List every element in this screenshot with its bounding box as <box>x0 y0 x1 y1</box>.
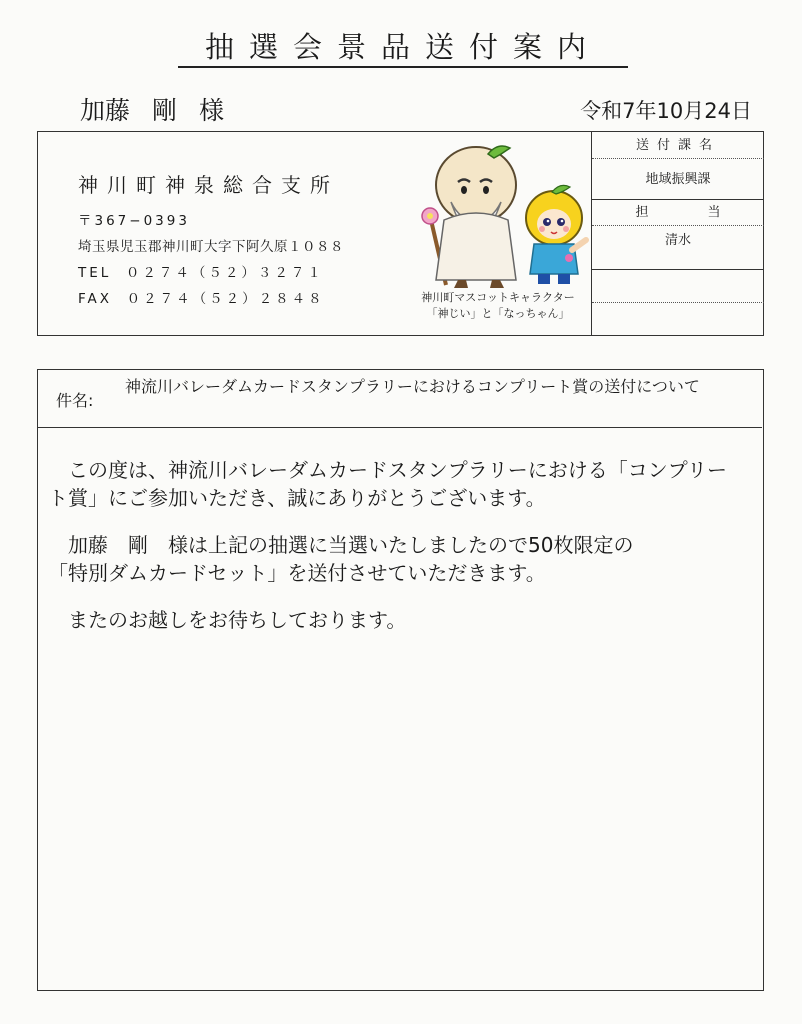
body-paragraph-2-line1: 加藤 剛 様は上記の抽選に当選いたしましたので50枚限定の <box>68 533 634 557</box>
sender-block <box>78 169 344 312</box>
sender-fax <box>78 286 344 312</box>
tel-number: ０２７４（５２）３２７１ <box>125 265 324 281</box>
body-paragraph-2 <box>48 531 738 587</box>
mascot-caption-line2: 「神じい」と「なっちゃん」 <box>426 307 570 320</box>
mascot-caption <box>378 290 618 322</box>
subject-row <box>38 370 762 428</box>
sender-postal: 〒367−0393 <box>78 213 190 229</box>
person-header-char2: 当 <box>707 205 721 220</box>
recipient-last-name: 加藤 <box>80 96 131 125</box>
sender-address: 埼玉県児玉郡神川町大字下阿久原１０８８ <box>78 239 344 255</box>
sender-org: 神川町神泉総合支所 <box>78 173 339 197</box>
recipient-honorific: 様 <box>199 96 225 125</box>
document-title: 抽選会景品送付案内 <box>178 30 628 68</box>
body-paragraph-3: またのお越しをお待ちしております。 <box>68 608 407 632</box>
sender-info-box <box>37 131 764 336</box>
subject-box <box>37 369 764 991</box>
body-paragraph-2-line2: 「特別ダムカードセット」を送付させていただきます。 <box>48 561 546 585</box>
fax-number: ０２７４（５２）２８４８ <box>126 291 325 307</box>
mascot-illustration <box>406 140 596 290</box>
person-header-char1: 担 <box>635 205 649 220</box>
recipient-name <box>80 91 224 127</box>
mascot-caption-line1: 神川町マスコットキャラクター <box>421 291 575 304</box>
department-table <box>591 132 764 335</box>
letter-body <box>48 456 738 653</box>
recipient-first-name: 剛 <box>152 96 178 125</box>
blank-cell <box>592 270 764 303</box>
subject-label: 件名: <box>56 391 94 410</box>
dept-name: 地域振興課 <box>592 159 764 200</box>
subject-text: 神流川バレーダムカードスタンプラリーにおけるコンプリート賞の送付について <box>125 377 700 396</box>
sender-tel <box>78 260 344 286</box>
body-paragraph-1: この度は、神流川バレーダムカードスタンプラリーにおける「コンプリート賞」にご参加いただき、誠にありがとうございます。 <box>48 458 727 510</box>
tel-label: TEL <box>78 265 112 281</box>
person-header <box>592 200 764 226</box>
person-name: 清水 <box>592 226 764 270</box>
issue-date: 令和7年10月24日 <box>580 99 752 123</box>
fax-label: FAX <box>78 291 113 307</box>
dept-header: 送付課名 <box>592 132 764 159</box>
